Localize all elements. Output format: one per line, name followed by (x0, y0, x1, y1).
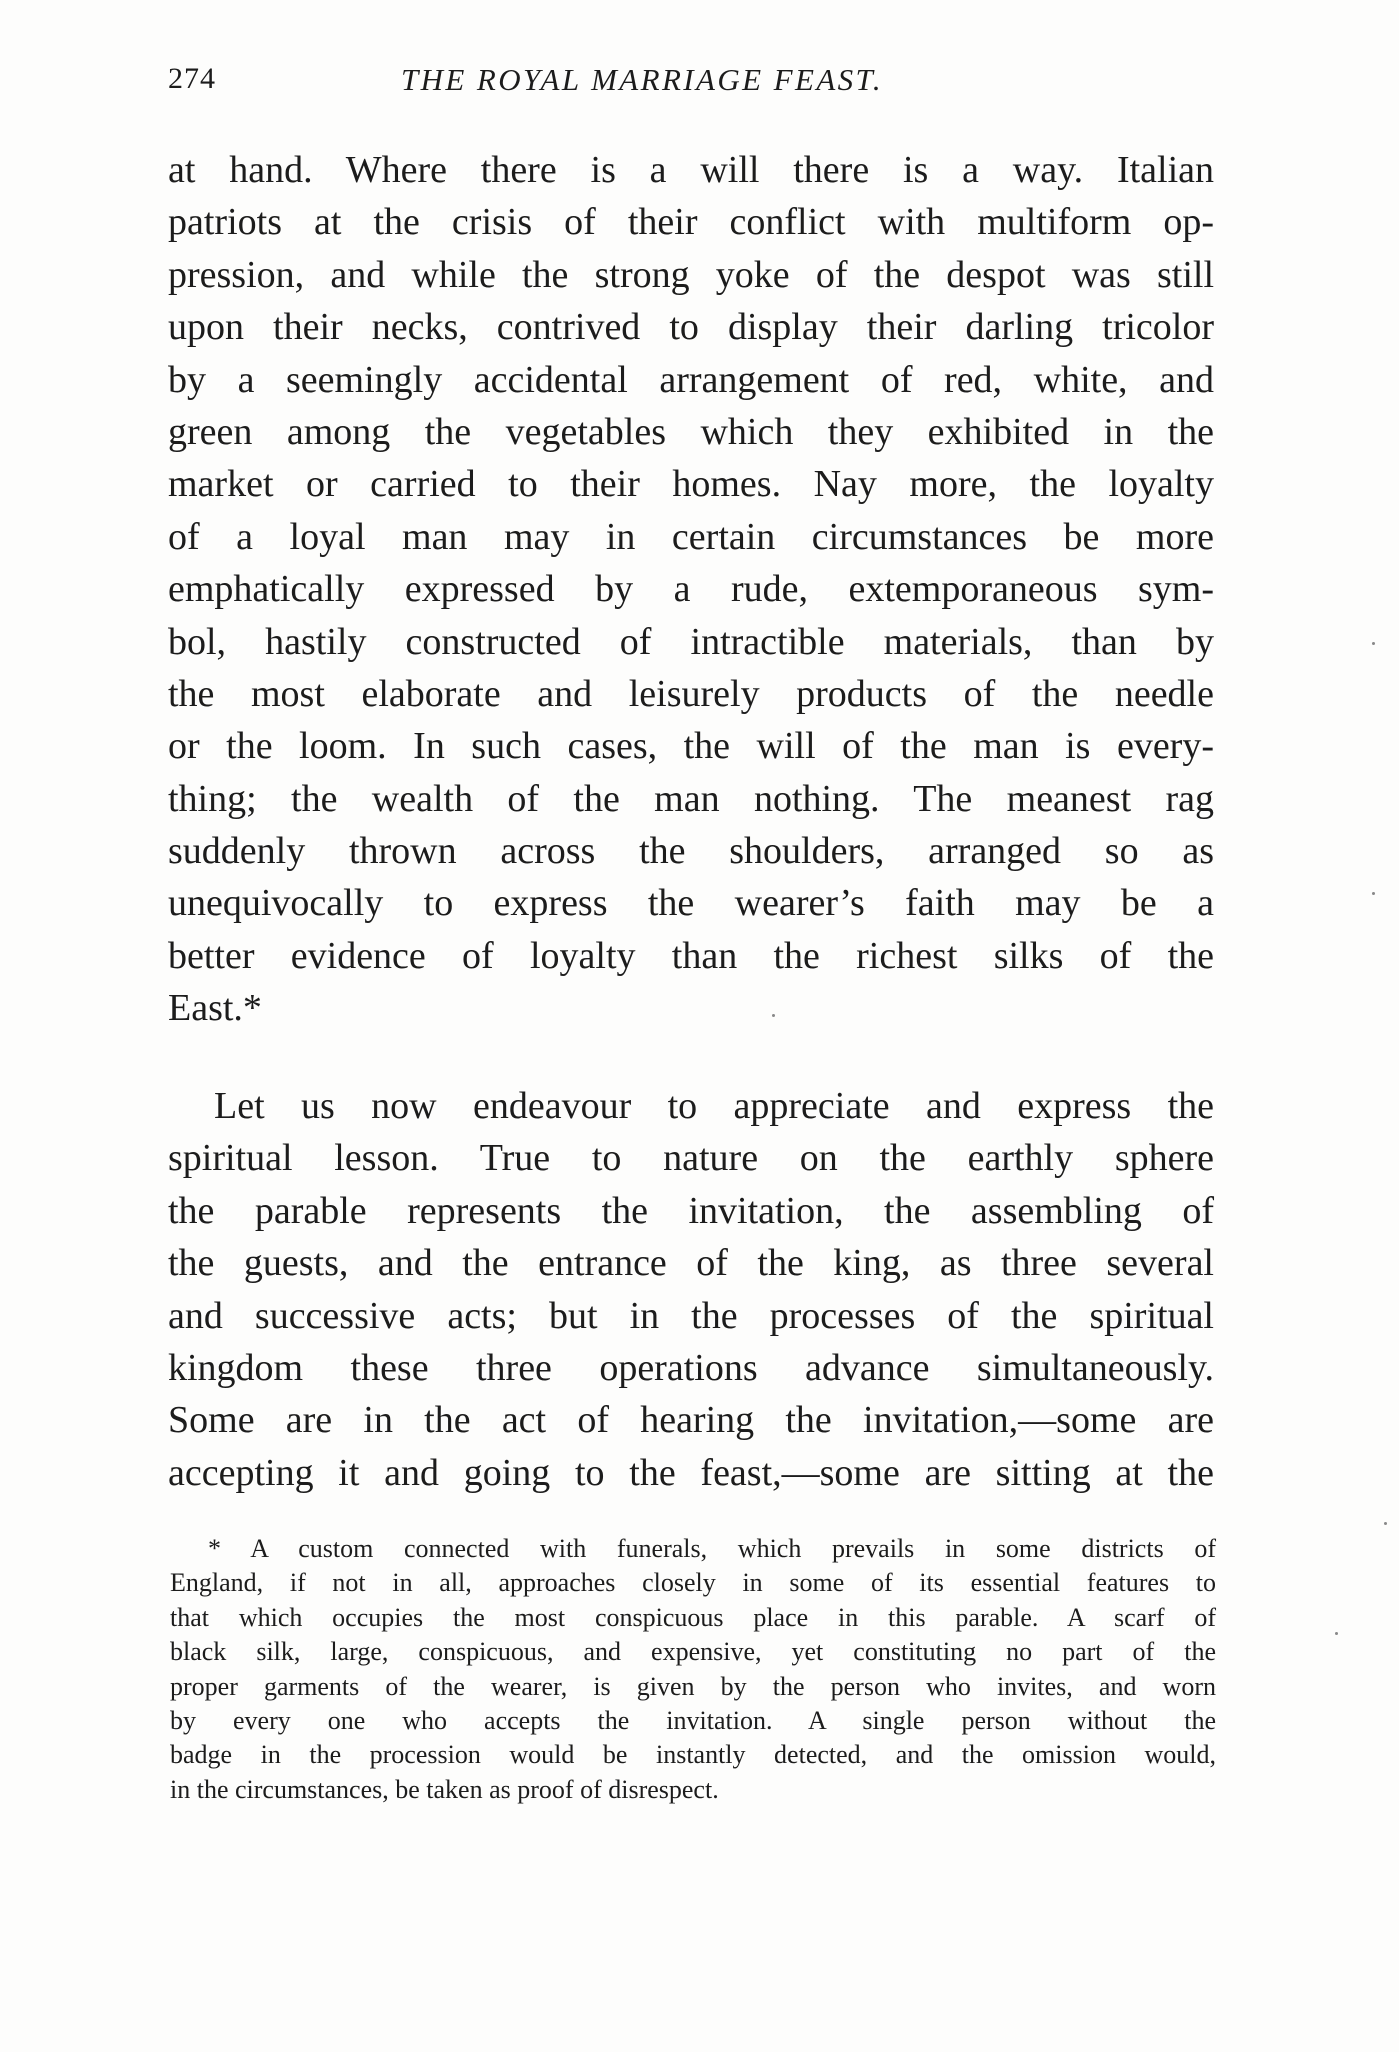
footnote-line: badge in the procession would be instantly detected, and the omission would, (170, 1740, 1216, 1770)
footnote (170, 1532, 1216, 1807)
text-line: emphatically expressed by a rude, extemporaneous sym- (168, 568, 1214, 611)
footnote-line: proper garments of the wearer, is given by the person who invites, and worn (170, 1671, 1216, 1701)
print-speck (1384, 1522, 1387, 1525)
text-line: Some are in the act of hearing the invitation,—some are (168, 1399, 1214, 1442)
footnote-line: * A custom connected with funerals, which prevails in some districts of (208, 1534, 1216, 1563)
text-line: or the loom. In such cases, the will of the man is every- (168, 725, 1214, 768)
text-line: and successive acts; but in the processes of the spiritual (168, 1294, 1214, 1337)
footnote-line: in the circumstances, be taken as proof of disrespect. (170, 1774, 719, 1804)
footnote-line: England, if not in all, approaches closely in some of its essential features to (170, 1568, 1216, 1598)
text-line: East.* (168, 987, 262, 1030)
paragraph-1 (168, 144, 1214, 1035)
text-line: upon their necks, contrived to display their darling tricolor (168, 306, 1214, 349)
footnote-line: that which occupies the most conspicuous place in this parable. A scarf of (170, 1602, 1216, 1632)
text-line: the guests, and the entrance of the king, as three several (168, 1242, 1214, 1285)
text-line: green among the vegetables which they exhibited in the (168, 410, 1214, 453)
text-line: suddenly thrown across the shoulders, arranged so as (168, 830, 1214, 873)
print-speck (772, 1014, 775, 1017)
page-number: 274 (168, 62, 216, 95)
text-line: kingdom these three operations advance simultaneously. (168, 1346, 1214, 1389)
text-line: pression, and while the strong yoke of the despot was still (168, 253, 1214, 296)
text-line: by a seemingly accidental arrangement of red, white, and (168, 358, 1214, 401)
text-line: the parable represents the invitation, the assembling of (168, 1189, 1214, 1232)
text-line: bol, hastily constructed of intractible materials, than by (168, 620, 1214, 663)
text-line: the most elaborate and leisurely products of the needle (168, 672, 1214, 715)
text-line: patriots at the crisis of their conflict with multiform op- (168, 201, 1214, 244)
footnote-line: by every one who accepts the invitation. A single person without the (170, 1705, 1216, 1735)
text-line: better evidence of loyalty than the richest silks of the (168, 934, 1214, 977)
print-speck (1372, 642, 1375, 645)
running-header (168, 62, 1218, 106)
footnote-line: black silk, large, conspicuous, and expensive, yet constituting no part of the (170, 1637, 1216, 1667)
text-line: accepting it and going to the feast,—some are sitting at the (168, 1451, 1214, 1494)
print-speck (1335, 1632, 1338, 1635)
text-line: market or carried to their homes. Nay more, the loyalty (168, 463, 1214, 506)
text-line: Let us now endeavour to appreciate and express the (214, 1085, 1214, 1127)
running-title: THE ROYAL MARRIAGE FEAST. (401, 62, 884, 97)
text-line: spiritual lesson. True to nature on the earthly sphere (168, 1137, 1214, 1180)
text-line: at hand. Where there is a will there is a way. Italian (168, 149, 1214, 191)
text-line: unequivocally to express the wearer’s faith may be a (168, 882, 1214, 925)
print-speck (1372, 892, 1375, 895)
paragraph-2 (168, 1080, 1214, 1499)
text-line: thing; the wealth of the man nothing. The meanest rag (168, 777, 1214, 820)
text-line: of a loyal man may in certain circumstances be more (168, 515, 1214, 558)
